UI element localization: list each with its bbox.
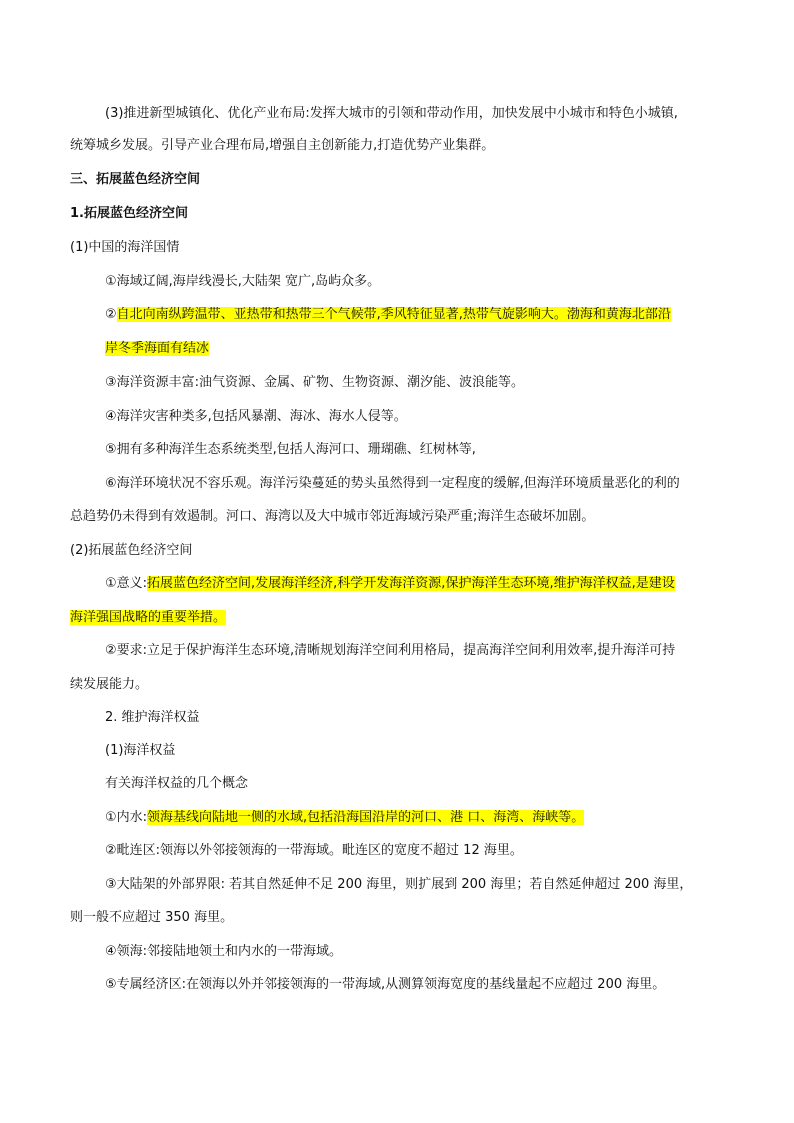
concept-inland-waters bbox=[105, 808, 724, 828]
requirement-line-1: ②要求:立足于保护海洋生态环境,清晰规划海洋空间利用格局，提高海洋空间利用效率,提升海洋可持 bbox=[105, 643, 676, 658]
concept-continental-shelf-line-2: 则一般不应超过 350 海里。 bbox=[70, 910, 234, 925]
list-item-ocean-2-line-2 bbox=[105, 339, 724, 359]
meaning-line-1 bbox=[105, 574, 724, 594]
list-item-ocean-2-line-1 bbox=[105, 305, 724, 325]
list-item-ocean-4: ④海洋灾害种类多,包括风暴潮、海冰、海水人侵等。 bbox=[105, 409, 407, 424]
highlighted-strategy-text: 海洋强国战略的重要举措。 bbox=[70, 610, 227, 625]
subheading-maritime-rights: (1)海洋权益 bbox=[105, 743, 176, 758]
list-item-ocean-1: ①海域辽阔,海岸线漫长,大陆架 宽广,岛屿众多。 bbox=[105, 274, 381, 289]
paragraph-urbanization-line-2: 统筹城乡发展。引导产业合理布局,增强自主创新能力,打造优势产业集群。 bbox=[70, 138, 495, 153]
concept-inland-waters-prefix: ①内水: bbox=[105, 810, 148, 825]
paragraph-urbanization-line-1: (3)推进新型城镇化、优化产业布局:发挥大城市的引领和带动作用，加快发展中小城市和特色小城镇, bbox=[105, 106, 678, 121]
meaning-line-2 bbox=[70, 608, 724, 628]
subsection-heading-maritime-rights: 2. 维护海洋权益 bbox=[105, 710, 200, 725]
list-item-ocean-3: ③海洋资源丰富:油气资源、金属、矿物、生物资源、潮汐能、波浪能等。 bbox=[105, 375, 525, 390]
concept-exclusive-economic-zone: ⑤专属经济区:在领海以外并邻接领海的一带海域,从测算领海宽度的基线量起不应超过 200 海里。 bbox=[105, 977, 666, 992]
list-item-ocean-5: ⑤拥有多种海洋生态系统类型,包括人海河口、珊瑚礁、红树林等, bbox=[105, 442, 476, 457]
requirement-line-2: 续发展能力。 bbox=[70, 677, 149, 692]
meaning-prefix: ①意义: bbox=[105, 576, 148, 591]
subheading-ocean-situation: (1)中国的海洋国情 bbox=[70, 240, 180, 255]
concept-territorial-sea: ④领海:邻接陆地领土和内水的一带海域。 bbox=[105, 944, 343, 959]
list-item-ocean-2-prefix: ② bbox=[105, 307, 117, 322]
highlighted-ice-text: 岸冬季海面有结冰 bbox=[105, 341, 210, 356]
highlighted-meaning-text: 拓展蓝色经济空间,发展海洋经济,科学开发海洋资源,保护海洋生态环境,维护海洋权益,是建设 bbox=[147, 576, 675, 591]
highlighted-inland-waters-text: 领海基线向陆地一侧的水域,包括沿海国沿岸的河口、港 口、海湾、海峡等。 bbox=[147, 810, 585, 825]
concept-continental-shelf-line-1: ③大陆架的外部界限: 若其自然延伸不足 200 海里，则扩展到 200 海里；若自然延伸超过 200 海里， bbox=[105, 877, 693, 892]
concept-contiguous-zone: ②毗连区:领海以外邻接领海的一带海域。毗连区的宽度不超过 12 海里。 bbox=[105, 843, 523, 858]
highlighted-climate-text: 自北向南纵跨温带、亚热带和热带三个气候带,季风特征显著,热带气旋影响大。渤海和黄海北部沿 bbox=[116, 307, 671, 322]
subheading-expand-blue-economy: (2)拓展蓝色经济空间 bbox=[70, 543, 193, 558]
concepts-intro: 有关海洋权益的几个概念 bbox=[105, 776, 249, 791]
list-item-ocean-6-line-1: ⑥海洋环境状况不容乐观。海洋污染蔓延的势头虽然得到一定程度的缓解,但海洋环境质量恶化的利的 bbox=[105, 476, 680, 491]
list-item-ocean-6-line-2: 总趋势仍未得到有效遏制。河口、海湾以及大中城市邻近海域污染严重;海洋生态破坏加剧。 bbox=[70, 509, 595, 524]
subsection-heading-blue-economy: 1.拓展蓝色经济空间 bbox=[70, 206, 188, 221]
section-heading-blue-economy: 三、拓展蓝色经济空间 bbox=[70, 172, 201, 187]
